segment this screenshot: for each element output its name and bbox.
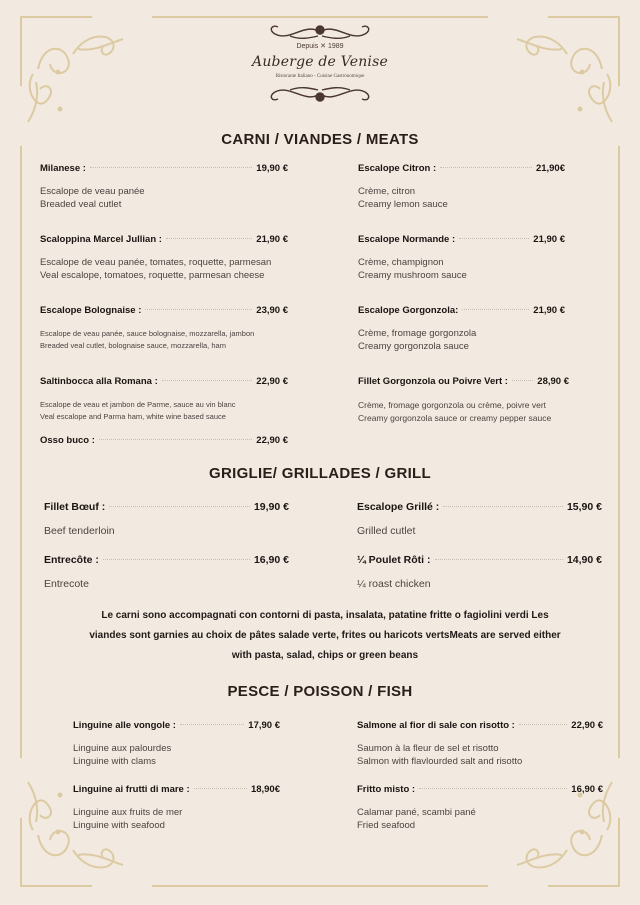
item-price: 21,90€ [535,163,565,174]
item-desc-en: Salmon with flavlourded salt and risotto [357,755,523,767]
menu-item [40,305,288,352]
menu-item [357,554,602,591]
item-price: 22,90 € [571,720,603,731]
frame-left [20,146,22,758]
item-desc-en: ¼ roast chicken [357,578,431,590]
item-price: 23,90 € [256,305,288,316]
menu-item [358,234,565,282]
logo-flourish-bottom-icon [260,82,380,106]
since-label: Depuis ✕ 1989 [296,43,344,50]
item-desc-fr: Crème, citron [358,186,416,197]
item-price: 18,90€ [250,784,280,795]
item-price: 19,90 € [253,501,289,513]
item-desc-en: Linguine with seafood [73,819,165,831]
item-desc-en: Creamy lemon sauce [358,198,448,210]
item-price: 14,90 € [566,554,602,566]
item-price: 15,90 € [566,501,602,513]
restaurant-logo [250,20,390,110]
logo-flourish-top-icon [260,22,380,44]
item-name: Escalope Bolognaise : [40,305,142,316]
item-price: 22,90 € [256,376,288,387]
item-price: 16,90 € [571,784,603,795]
menu-item [358,305,565,353]
item-desc-fr: Escalope de veau panée, sauce bolognaise, mozzarella, jambon [40,329,255,338]
item-desc-en: Veal escalope, tomatoes, roquette, parmesan cheese [40,269,265,281]
item-name: Fritto misto : [357,784,416,795]
item-name: Linguine alle vongole : [73,720,176,731]
item-price: 17,90 € [248,720,280,731]
menu-item [73,720,280,768]
item-desc-en: Creamy mushroom sauce [358,269,467,281]
item-name: Fillet Gorgonzola ou Poivre Vert : [358,376,508,387]
item-price: 19,90 € [256,163,288,174]
item-name: Salmone al fior di sale con risotto : [357,720,515,731]
item-price: 21,90 € [533,234,565,245]
item-desc-en: Breaded veal cutlet [40,198,122,210]
menu-item [44,501,289,538]
item-desc-en: Grilled cutlet [357,525,416,537]
item-name: ¼ Poulet Rôti : [357,554,431,566]
menu-item [357,501,602,538]
item-desc-fr: Escalope de veau panée [40,186,145,197]
item-desc-en: Creamy gorgonzola sauce [358,340,469,352]
side-dishes-note [60,606,590,666]
item-desc-en: Creamy gorgonzola sauce or creamy pepper sauce [358,412,552,423]
item-price: 22,90 € [256,435,288,446]
item-desc-fr: Saumon à la fleur de sel et risotto [357,743,499,754]
frame-top [152,16,488,18]
item-name: Escalope Grillé : [357,501,440,513]
ornament-corner-icon [18,14,128,124]
restaurant-name: Auberge de Venise [252,54,388,70]
menu-item [40,435,288,446]
frame-right [618,146,620,758]
menu-item [73,784,280,832]
item-name: Escalope Gorgonzola: [358,305,459,316]
item-price: 28,90 € [537,376,569,387]
item-desc-fr: Escalope de veau et jambon de Parme, sauce au vin blanc [40,400,236,409]
item-desc-fr: Crème, fromage gorgonzola [358,328,477,339]
section-title-fish: PESCE / POISSON / FISH [227,683,413,700]
note-line: Le carni sono accompagnati con contorni di pasta, insalata, patatine fritte o fagiolini verdi Les [101,610,549,621]
note-line: viandes sont garnies au choix de pâtes salade verte, frites ou haricots vertsMeats are served either [89,630,561,641]
item-desc-en: Veal escalope and Parma ham, white wine based sauce [40,412,226,421]
item-price: 21,90 € [533,305,565,316]
item-name: Escalope Citron : [358,163,437,174]
ornament-corner-icon [512,14,622,124]
section-title-meats: CARNI / VIANDES / MEATS [221,131,419,148]
menu-item [44,554,289,591]
item-desc-fr: Escalope de veau panée, tomates, roquette, parmesan [40,257,272,268]
menu-item [40,234,288,282]
item-desc-en: Fried seafood [357,819,416,831]
frame-bottom [152,885,488,887]
item-desc-fr: Calamar pané, scambi pané [357,807,476,818]
item-price: 21,90 € [256,234,288,245]
note-line: with pasta, salad, chips or green beans [231,650,419,661]
item-name: Entrecôte : [44,554,99,566]
item-desc-fr: Linguine aux fruits de mer [73,807,183,818]
restaurant-tagline: Ristorante Italiano - Cuisine Gastronomique [275,74,365,79]
item-name: Saltinbocca alla Romana : [40,376,158,387]
item-desc-en: Beef tenderloin [44,525,115,537]
menu-item [358,376,569,424]
item-name: Fillet Bœuf : [44,501,106,513]
item-desc-en: Breaded veal cutlet, bolognaise sauce, mozzarella, ham [40,341,226,350]
menu-item [358,163,565,211]
item-name: Milanese : [40,163,86,174]
item-name: Scaloppina Marcel Jullian : [40,234,162,245]
item-desc-fr: Crème, champignon [358,257,444,268]
menu-item [40,163,288,211]
menu-item [357,784,603,832]
item-desc-en: Linguine with clams [73,755,156,767]
item-price: 16,90 € [253,554,289,566]
item-desc-fr: Crème, fromage gorgonzola ou crème, poivre vert [358,400,547,410]
menu-item [40,376,288,423]
item-name: Osso buco : [40,435,95,446]
item-desc-en: Entrecote [44,578,89,590]
section-title-grill: GRIGLIE/ GRILLADES / GRILL [209,465,431,482]
item-desc-fr: Linguine aux palourdes [73,743,172,754]
menu-item [357,720,603,768]
item-name: Escalope Normande : [358,234,456,245]
item-name: Linguine ai frutti di mare : [73,784,190,795]
